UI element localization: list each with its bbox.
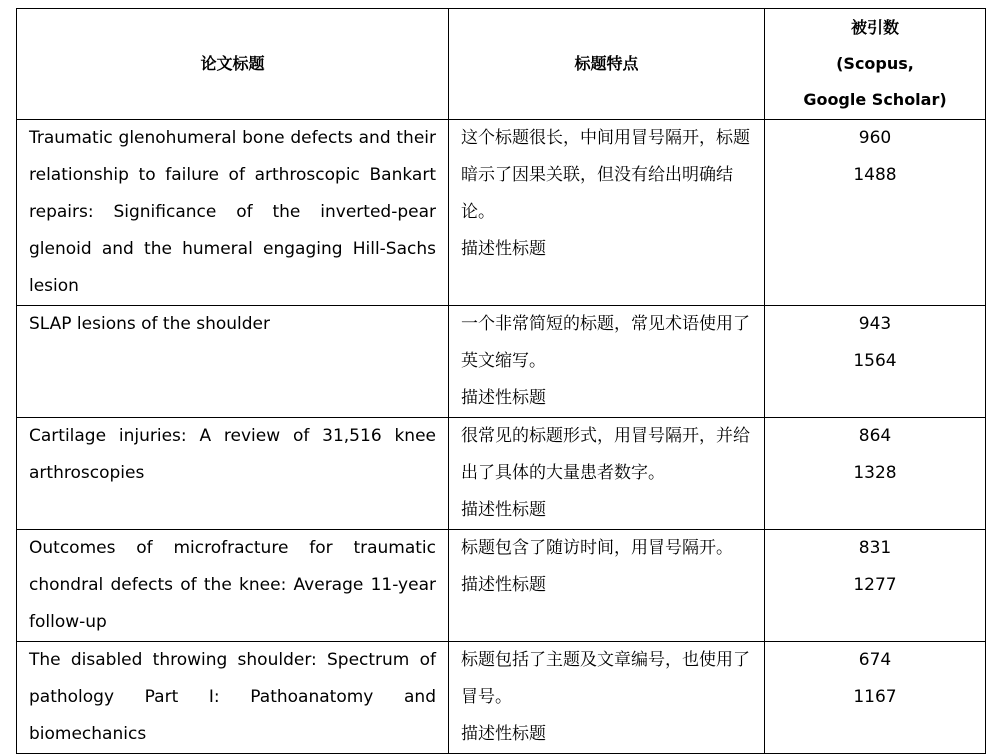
header-citations-line: 被引数 [850,18,899,37]
paper-title: Traumatic glenohumeral bone defects and their relationship to failure of arthroscopic Bankart repairs: Significance of the inverted-pear glenoid and the humeral engaging Hill-Sachs lesion [17,120,449,306]
paper-title: Outcomes of microfracture for traumatic chondral defects of the knee: Average 11-year follow-up [17,530,449,642]
feature-text: 一个非常简短的标题，常见术语使用了英文缩写。 [461,314,750,371]
title-features [449,418,765,530]
header-features: 标题特点 [449,9,765,120]
paper-title: SLAP lesions of the shoulder [17,306,449,418]
title-type: 描述性标题 [461,388,546,408]
scopus-count: 674 [858,650,892,670]
title-features [449,306,765,418]
header-row [17,9,986,120]
citation-counts [765,120,986,306]
citation-counts [765,418,986,530]
feature-text: 这个标题很长，中间用冒号隔开，标题暗示了因果关联，但没有给出明确结论。 [461,128,750,222]
google-scholar-count: 1277 [853,575,897,595]
feature-text: 很常见的标题形式，用冒号隔开，并给出了具体的大量患者数字。 [461,426,750,483]
table-row [17,530,986,642]
scopus-count: 864 [858,426,892,446]
title-type: 描述性标题 [461,575,546,595]
citation-counts [765,306,986,418]
header-citations-line: (Scopus, [836,54,914,73]
citation-counts [765,530,986,642]
google-scholar-count: 1488 [853,165,897,185]
table-row [17,418,986,530]
scopus-count: 960 [858,128,892,148]
google-scholar-count: 1167 [853,687,897,707]
title-features [449,642,765,754]
paper-title: Cartilage injuries: A review of 31,516 knee arthroscopies [17,418,449,530]
header-title: 论文标题 [17,9,449,120]
feature-text: 标题包括了主题及文章编号，也使用了冒号。 [461,650,750,707]
header-citations [765,9,986,120]
table-row [17,642,986,754]
citation-counts [765,642,986,754]
table-row [17,306,986,418]
google-scholar-count: 1564 [853,351,897,371]
google-scholar-count: 1328 [853,463,897,483]
title-features [449,120,765,306]
scopus-count: 831 [858,538,892,558]
paper-title: The disabled throwing shoulder: Spectrum of pathology Part I: Pathoanatomy and biomechanics [17,642,449,754]
paper-titles-table [16,8,986,754]
scopus-count: 943 [858,314,892,334]
table-row [17,120,986,306]
header-citations-line: Google Scholar) [803,90,947,109]
title-type: 描述性标题 [461,500,546,520]
title-type: 描述性标题 [461,239,546,259]
title-features [449,530,765,642]
title-type: 描述性标题 [461,724,546,744]
feature-text: 标题包含了随访时间，用冒号隔开。 [461,538,733,558]
